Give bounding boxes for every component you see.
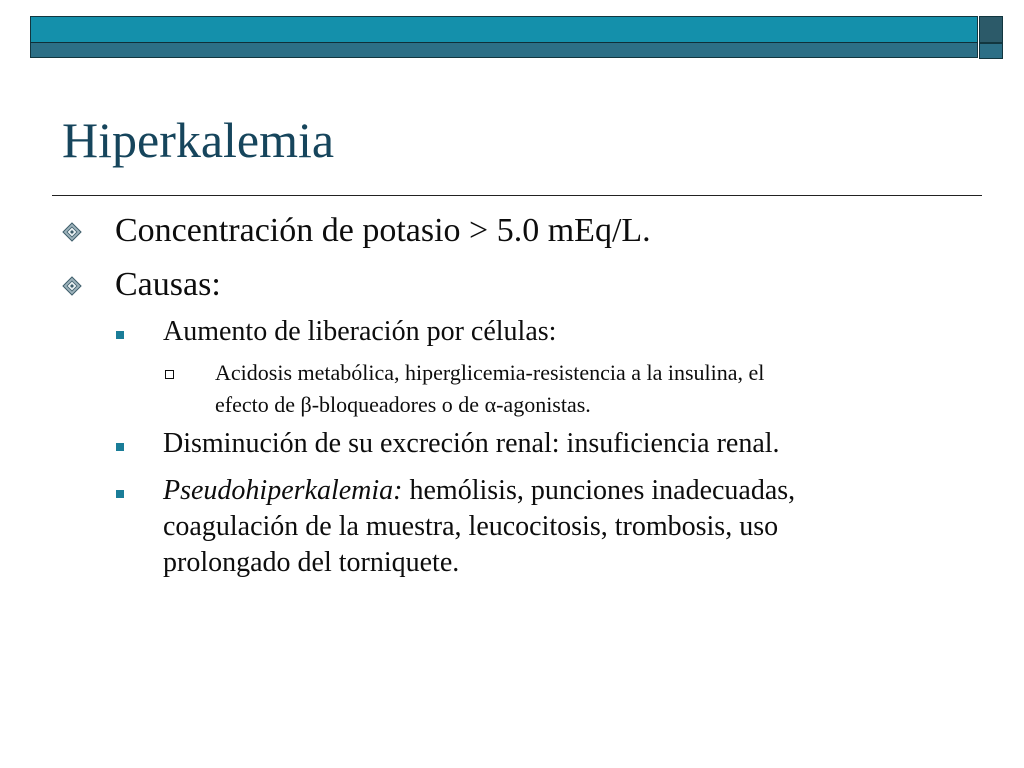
slide-title: Hiperkalemia — [62, 112, 335, 168]
subsubbullet-line-1: Acidosis metabólica, hiperglicemia-resistencia a la insulina, el — [215, 360, 765, 385]
title-divider — [52, 195, 982, 196]
header-band-top — [30, 16, 978, 42]
hollow-square-bullet-icon — [165, 370, 174, 379]
header-corner-square-bottom — [979, 43, 1003, 59]
square-bullet-icon — [116, 443, 124, 451]
header-corner-square — [979, 16, 1003, 43]
pseudo-line-3: prolongado del torniquete. — [163, 547, 460, 578]
subbullet-aumento: Aumento de liberación por células: — [163, 316, 557, 347]
subsubbullet-line-2: efecto de β-bloqueadores o de α-agonistas. — [215, 392, 591, 417]
square-bullet-icon — [116, 331, 124, 339]
header-band — [30, 16, 978, 58]
pseudo-line-1 — [163, 473, 963, 509]
pseudo-term: Pseudohiperkalemia: — [163, 475, 403, 506]
header-band-bottom — [30, 42, 978, 58]
diamond-bullet-icon — [62, 222, 82, 242]
pseudo-rest: hemólisis, punciones inadecuadas, — [402, 475, 796, 506]
bullet-causas: Causas: — [115, 266, 221, 303]
square-bullet-icon — [116, 490, 124, 498]
subsubbullet-acidosis — [215, 357, 955, 421]
bullet-concentration: Concentración de potasio > 5.0 mEq/L. — [115, 212, 651, 249]
diamond-bullet-icon — [62, 276, 82, 296]
subbullet-pseudohiperkalemia — [163, 473, 963, 581]
pseudo-line-2: coagulación de la muestra, leucocitosis, trombosis, uso — [163, 511, 779, 542]
subbullet-disminucion: Disminución de su excreción renal: insuficiencia renal. — [163, 428, 780, 459]
